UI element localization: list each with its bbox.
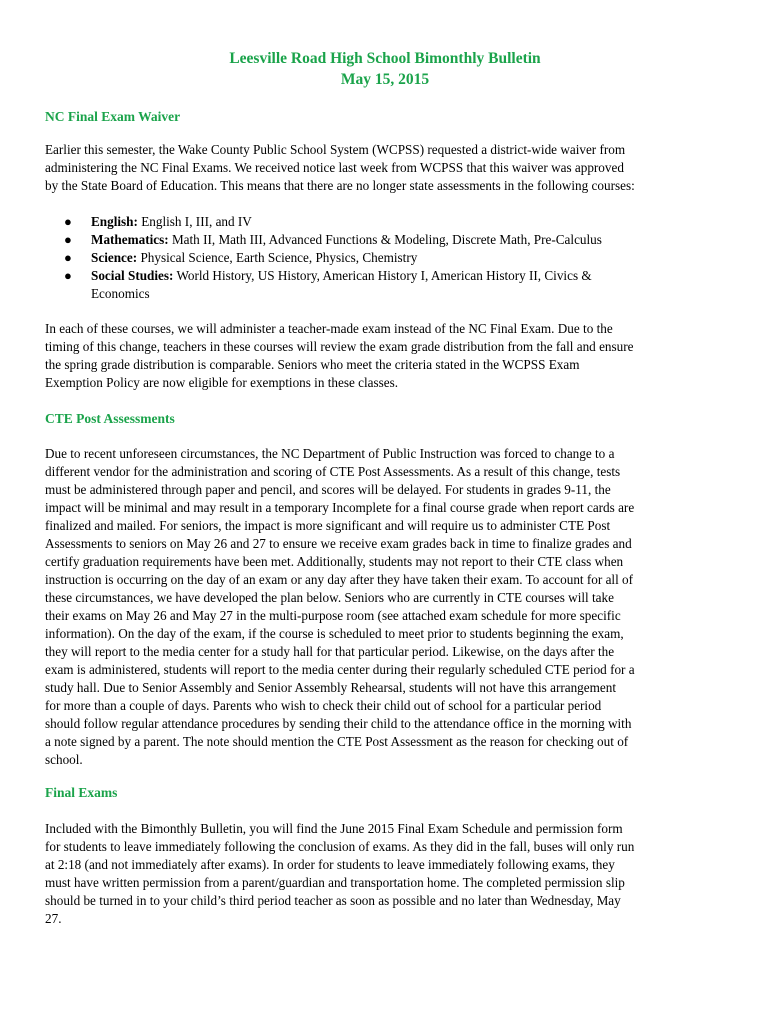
paragraph-line: 27. bbox=[45, 911, 62, 926]
paragraph-line: impact will be minimal and may result in a temporary Incomplete for a final course grade when report cards are bbox=[45, 500, 635, 515]
bullet-icon: ● bbox=[64, 250, 72, 265]
exempt-courses-list bbox=[45, 213, 735, 303]
bullet-icon: ● bbox=[64, 232, 72, 247]
paragraph-line: different vendor for the administration and scoring of CTE Post Assessments. As a result of this change, tests bbox=[45, 464, 621, 479]
paragraph-line: school. bbox=[45, 752, 83, 767]
section-heading-cte: CTE Post Assessments bbox=[45, 411, 175, 426]
paragraph-line: the spring grade distribution is comparable. Seniors who meet the criteria stated in the WCPSS Exam bbox=[45, 357, 580, 372]
paragraph-line: study hall. Due to Senior Assembly and Senior Assembly Rehearsal, students will not have this arrangement bbox=[45, 680, 617, 695]
paragraph-line: Earlier this semester, the Wake County Public School System (WCPSS) requested a district-wide waiver from bbox=[45, 142, 626, 157]
list-item-social-studies bbox=[45, 267, 735, 303]
paragraph-line: must be administered through paper and pencil, and scores will be delayed. For students in grades 9-11, the bbox=[45, 482, 611, 497]
list-item-english bbox=[45, 213, 735, 231]
paragraph-line: In each of these courses, we will administer a teacher-made exam instead of the NC Final Exam. Due to the bbox=[45, 321, 613, 336]
subject-label: Mathematics: bbox=[91, 232, 169, 247]
paragraph-line: Included with the Bimonthly Bulletin, you will find the June 2015 Final Exam Schedule and permission form bbox=[45, 821, 623, 836]
paragraph-line: certify graduation requirements have been met. Additionally, students may not report to their CTE class when bbox=[45, 554, 624, 569]
paragraph-line: finalized and mailed. For seniors, the impact is more significant and will require us to administer CTE Post bbox=[45, 518, 611, 533]
list-item-mathematics bbox=[45, 231, 735, 249]
paragraph-line: instruction is occurring on the day of an exam or any day after they have taken their exam. To account for all of bbox=[45, 572, 634, 587]
paragraph-line: timing of this change, teachers in these courses will review the exam grade distribution from the fall and ensure bbox=[45, 339, 634, 354]
bullet-icon: ● bbox=[64, 268, 72, 283]
paragraph-line: information). On the day of the exam, if the course is scheduled to meet prior to students beginning the exam, bbox=[45, 626, 624, 641]
paragraph-line: a note signed by a parent. The note should mention the CTE Post Assessment as the reason for checking out of bbox=[45, 734, 629, 749]
section-heading-exam-waiver: NC Final Exam Waiver bbox=[45, 109, 181, 124]
paragraph-line: these circumstances, we have developed the plan below. Seniors who are currently in CTE courses will take bbox=[45, 590, 614, 605]
paragraph-line: for more than a couple of days. Parents who wish to check their child out of school for a particular period bbox=[45, 698, 602, 713]
paragraph-line: administering the NC Final Exams. We received notice last week from WCPSS that this waiver was approved bbox=[45, 160, 624, 175]
paragraph-line: should follow regular attendance procedures by sending their child to the attendance office in the morning with bbox=[45, 716, 632, 731]
subject-label: Science: bbox=[91, 250, 138, 265]
subject-courses: Physical Science, Earth Science, Physics, Chemistry bbox=[137, 250, 418, 265]
paragraph-line: at 2:18 (and not immediately after exams). In order for students to leave immediately following exams, they bbox=[45, 857, 615, 872]
paragraph-line: Due to recent unforeseen circumstances, the NC Department of Public Instruction was forced to change to a bbox=[45, 446, 615, 461]
cte-paragraph bbox=[45, 445, 735, 769]
exam-waiver-intro-paragraph bbox=[45, 141, 735, 195]
paragraph-line: they will report to the media center for a study hall for that particular period. Likewise, on the days after the bbox=[45, 644, 615, 659]
subject-courses: English I, III, and IV bbox=[137, 214, 252, 229]
subject-courses: World History, US History, American History I, American History II, Civics & bbox=[173, 268, 592, 283]
subject-courses-continuation: Economics bbox=[91, 286, 150, 301]
paragraph-line: Assessments to seniors on May 26 and 27 to ensure we receive exam grades back in time to finalize grades and bbox=[45, 536, 632, 551]
paragraph-line: by the State Board of Education. This means that there are no longer state assessments in the following courses: bbox=[45, 178, 635, 193]
final-exams-paragraph bbox=[45, 820, 735, 928]
subject-label: Social Studies: bbox=[91, 268, 174, 283]
subject-courses: Math II, Math III, Advanced Functions & Modeling, Discrete Math, Pre-Calculus bbox=[168, 232, 602, 247]
paragraph-line: should be turned in to your child’s third period teacher as soon as possible and no later than Wednesday, May bbox=[45, 893, 621, 908]
bulletin-date: May 15, 2015 bbox=[340, 71, 430, 88]
bulletin-title: Leesville Road High School Bimonthly Bulletin bbox=[229, 50, 541, 67]
section-heading-final-exams: Final Exams bbox=[45, 785, 118, 800]
subject-label: English: bbox=[91, 214, 138, 229]
paragraph-line: for students to leave immediately following the conclusion of exams. As they did in the fall, buses will only run bbox=[45, 839, 635, 854]
paragraph-line: their exams on May 26 and May 27 in the multi-purpose room (see attached exam schedule for more specific bbox=[45, 608, 621, 623]
paragraph-line: must have written permission from a parent/guardian and transportation home. The completed permission slip bbox=[45, 875, 625, 890]
bullet-icon: ● bbox=[64, 214, 72, 229]
exam-waiver-details-paragraph bbox=[45, 320, 735, 392]
list-item-science bbox=[45, 249, 735, 267]
paragraph-line: Exemption Policy are now eligible for exemptions in these classes. bbox=[45, 375, 399, 390]
paragraph-line: exam is administered, students will report to the media center during their regularly scheduled CTE period for a bbox=[45, 662, 635, 677]
